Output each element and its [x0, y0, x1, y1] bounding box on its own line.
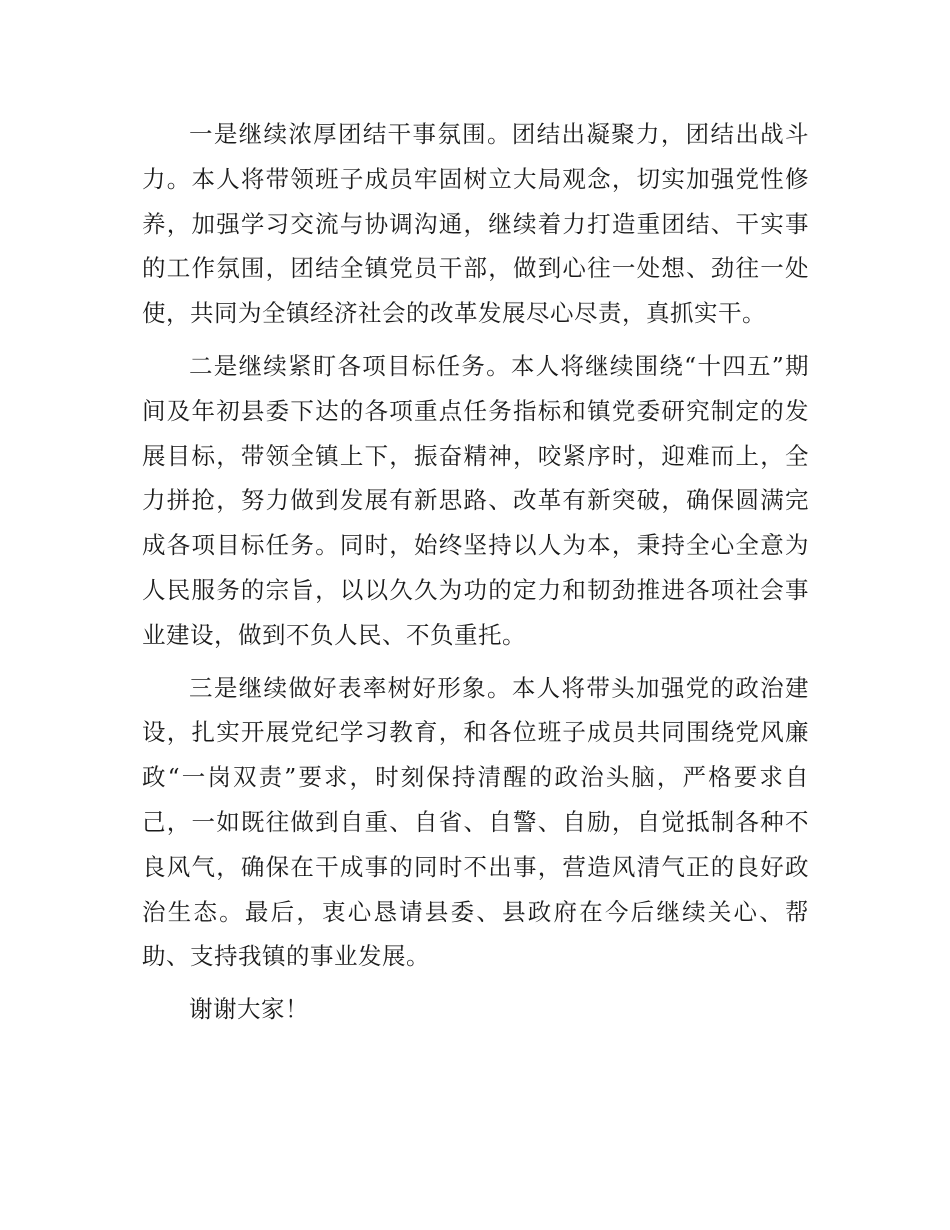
closing-thanks: 谢谢大家！ [189, 995, 309, 1024]
paragraph-3: 三是继续做好表率树好形象。本人将带头加强党的政治建设，扎实开展党纪学习教育，和各位班子成员共同围绕党风廉政“一岗双责”要求，时刻保持清醒的政治头脑，严格要求自己，一如既往做到自重、自省、自警、自励，自觉抵制各种不良风气，确保在干成事的同时不出事，营造风清气正的良好政治生态。最后，衷心恳请县委、县政府在今后继续关心、帮助、支持我镇的事业发展。 [142, 673, 809, 971]
paragraph-1: 一是继续浓厚团结干事氛围。团结出凝聚力，团结出战斗力。本人将带领班子成员牢固树立大局观念，切实加强党性修养，加强学习交流与协调沟通，继续着力打造重团结、干实事的工作氛围，团结全镇党员干部，做到心往一处想、劲往一处使，共同为全镇经济社会的改革发展尽心尽责，真抓实干。 [142, 120, 809, 328]
paragraph-2: 二是继续紧盯各项目标任务。本人将继续围绕“十四五”期间及年初县委下达的各项重点任务指标和镇党委研究制定的发展目标，带领全镇上下，振奋精神，咬紧序时，迎难而上，全力拼抢，努力做到发展有新思路、改革有新突破，确保圆满完成各项目标任务。同时，始终坚持以人为本，秉持全心全意为人民服务的宗旨，以以久久为功的定力和韧劲推进各项社会事业建设，做到不负人民、不负重托。 [142, 351, 809, 649]
document-body [142, 112, 809, 1040]
